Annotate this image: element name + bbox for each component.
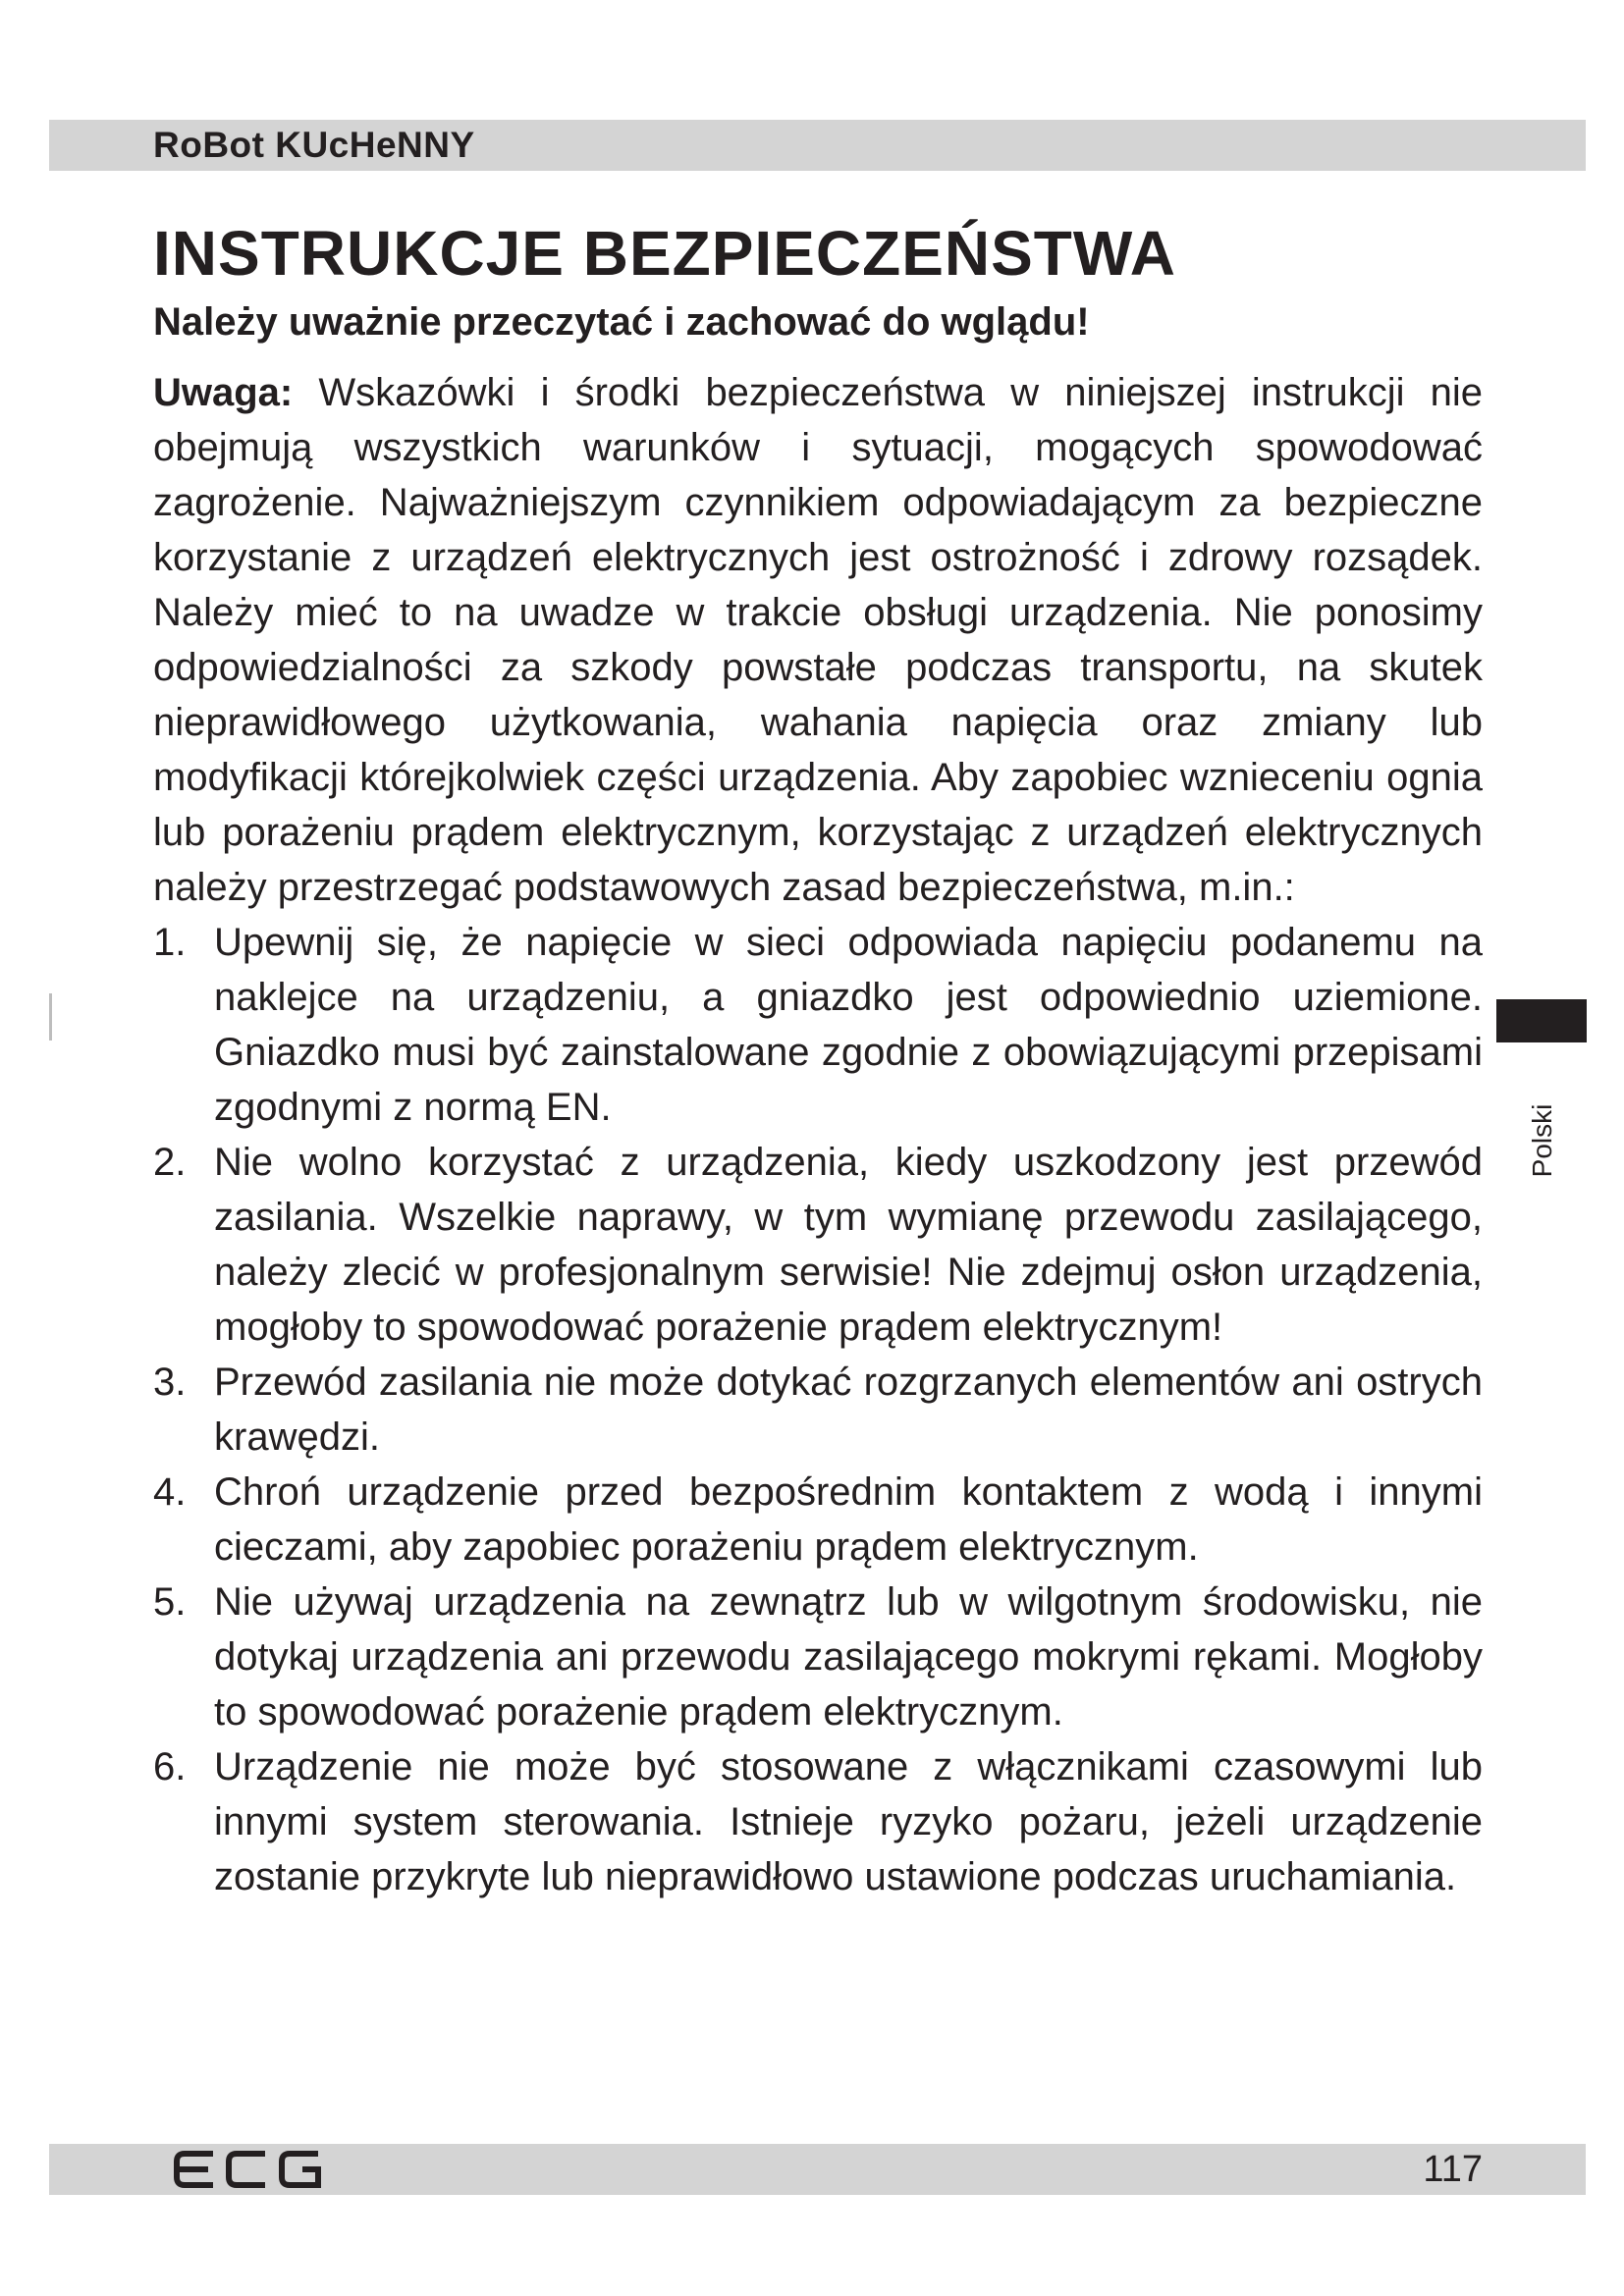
page-number: 117 (1423, 2149, 1483, 2190)
list-item-number: 5. (153, 1580, 187, 1624)
list-item (153, 1739, 1483, 1904)
list-item-text: Przewód zasilania nie może dotykać rozgrzanych elementów ani ostrych krawędzi. (214, 1361, 1483, 1459)
language-tab-label (1526, 1092, 1559, 1190)
safety-rules-list (153, 915, 1483, 1904)
list-item-text: Nie wolno korzystać z urządzenia, kiedy uszkodzony jest przewód zasilania. Wszelkie naprawy, w tym wymianę przewodu zasilającego, należy zlecić w profesjonalnym serwisie! Nie zdejmuj osłon urządzenia, mogłoby to spowodować porażenie prądem elektrycznym! (214, 1141, 1483, 1349)
page-title: INSTRUKCJE BEZPIECZEŃSTWA (153, 218, 1176, 289)
list-item (153, 1135, 1483, 1355)
list-item-text: Nie używaj urządzenia na zewnątrz lub w wilgotnym środowisku, nie dotykaj urządzenia ani przewodu zasilającego mokrymi rękami. Mogłoby to spowodować porażenie prądem elektrycznym. (214, 1580, 1483, 1734)
list-item (153, 1465, 1483, 1575)
language-label-text: Polski (1527, 1103, 1557, 1178)
margin-mark (49, 993, 52, 1041)
list-item-text: Chroń urządzenie przed bezpośrednim kontaktem z wodą i innymi cieczami, aby zapobiec porażeniu prądem elektrycznym. (214, 1470, 1483, 1569)
intro-text: Wskazówki i środki bezpieczeństwa w niniejszej instrukcji nie obejmują wszystkich warunków i sytuacji, mogących spowodować zagrożenie. Najważniejszym czynnikiem odpowiadającym za bezpieczne korzystanie z urządzeń elektrycznych jest ostrożność i zdrowy rozsądek. Należy mieć to na uwadze w trakcie obsługi urządzenia. Nie ponosimy odpowiedzialności za szkody powstałe podczas transportu, na skutek nieprawidłowego użytkowania, wahania napięcia oraz zmiany lub modyfikacji którejkolwiek części urządzenia. Aby zapobiec wznieceniu ognia lub porażeniu prądem elektrycznym, korzystając z urządzeń elektrycznych należy przestrzegać podstawowych zasad bezpieczeństwa, m.in.: (153, 371, 1484, 909)
list-item (153, 1575, 1483, 1739)
intro-label: Uwaga: (153, 371, 294, 414)
list-item-number: 3. (153, 1361, 187, 1404)
intro-paragraph (153, 365, 1483, 915)
list-item (153, 915, 1483, 1135)
header-title: RoBot KUcHeNNY (153, 125, 475, 165)
list-item-text: Urządzenie nie może być stosowane z włącznikami czasowymi lub innymi system sterowania. Istnieje ryzyko pożaru, jeżeli urządzenie zostanie przykryte lub nieprawidłowo ustawione podczas uruchamiania. (214, 1745, 1483, 1898)
page-subtitle: Należy uważnie przeczytać i zachować do wglądu! (153, 300, 1090, 344)
language-tab (1496, 999, 1587, 1042)
list-item-number: 6. (153, 1745, 187, 1789)
ecg-logo-icon (171, 2146, 330, 2193)
list-item-number: 1. (153, 921, 187, 964)
list-item-number: 2. (153, 1141, 187, 1184)
list-item-text: Upewnij się, że napięcie w sieci odpowiada napięciu podanemu na naklejce na urządzeniu, a gniazdko jest odpowiednio uziemione. Gniazdko musi być zainstalowane zgodnie z obowiązującymi przepisami zgodnymi z normą EN. (214, 921, 1483, 1129)
list-item (153, 1355, 1483, 1465)
list-item-number: 4. (153, 1470, 187, 1514)
instructions-content (153, 365, 1483, 1904)
